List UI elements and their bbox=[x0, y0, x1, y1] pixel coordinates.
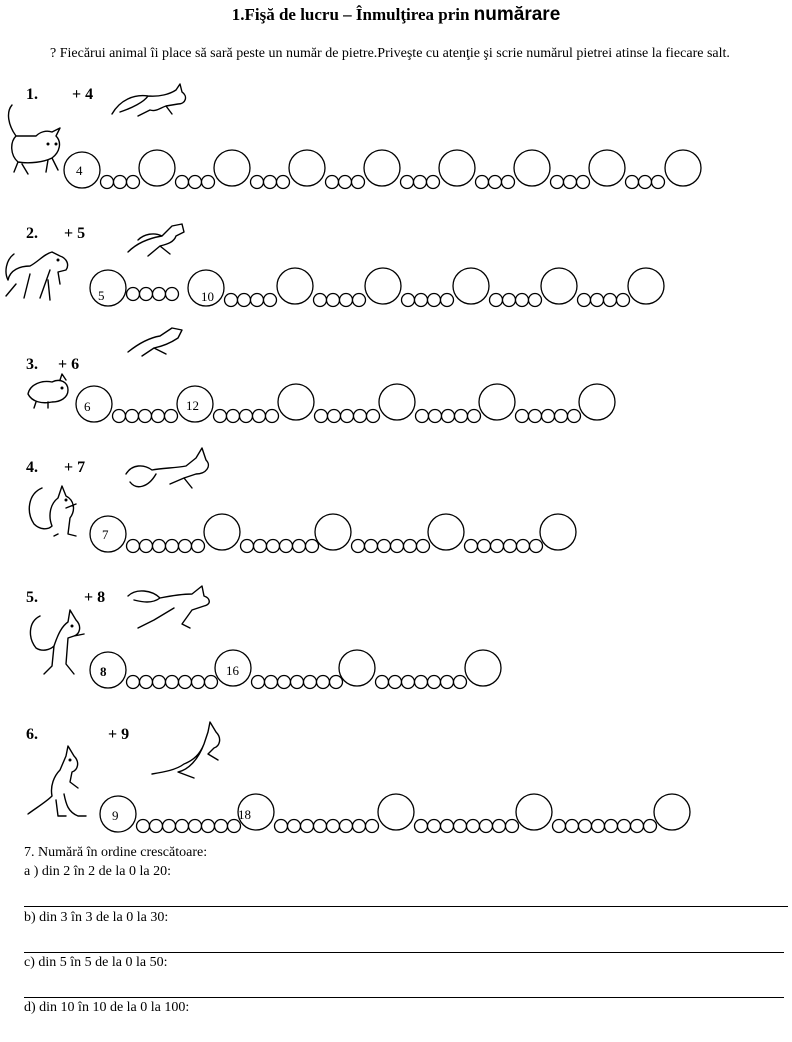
task-7-item-b: b) din 3 în 3 de la 0 la 30: bbox=[24, 910, 169, 925]
running-fox-icon bbox=[124, 584, 216, 636]
stone-number: 10 bbox=[201, 289, 214, 304]
big-stone[interactable] bbox=[277, 268, 313, 304]
big-stone[interactable] bbox=[315, 514, 351, 550]
exercise-3-number: 3. bbox=[26, 356, 38, 373]
jumping-cat-icon bbox=[108, 82, 190, 122]
big-stone[interactable] bbox=[378, 794, 414, 830]
big-stone[interactable] bbox=[516, 794, 552, 830]
exercise-6-step: + 9 bbox=[108, 726, 130, 743]
exercise-1-number: 1. bbox=[26, 86, 38, 103]
stone-number: 5 bbox=[98, 288, 105, 303]
task-7-heading: 7. Numără în ordine crescătoare: bbox=[24, 845, 208, 860]
stone-number: 9 bbox=[112, 808, 119, 823]
big-stone[interactable] bbox=[589, 150, 625, 186]
exercise-1-step: + 4 bbox=[72, 86, 94, 103]
stone-number: 6 bbox=[84, 399, 91, 414]
big-stone[interactable] bbox=[465, 650, 501, 686]
big-stone[interactable] bbox=[204, 514, 240, 550]
stones-row-2 bbox=[0, 266, 792, 310]
exercise-2-number: 2. bbox=[26, 225, 38, 242]
answer-line-a[interactable] bbox=[24, 906, 788, 907]
big-stone[interactable] bbox=[654, 794, 690, 830]
big-stone[interactable] bbox=[364, 150, 400, 186]
big-stone[interactable] bbox=[90, 652, 126, 688]
stones-row-4 bbox=[0, 512, 792, 556]
big-stone[interactable] bbox=[379, 384, 415, 420]
big-stone[interactable] bbox=[339, 650, 375, 686]
stones-row-6 bbox=[0, 792, 792, 836]
stones-row-1 bbox=[0, 148, 792, 192]
stones-row-3 bbox=[0, 382, 792, 426]
jumping-squirrel-icon bbox=[122, 444, 214, 496]
stone-number: 4 bbox=[76, 163, 83, 178]
exercise-4-number: 4. bbox=[26, 459, 38, 476]
big-stone[interactable] bbox=[541, 268, 577, 304]
exercise-2-step: + 5 bbox=[64, 225, 86, 242]
task-7-item-d: d) din 10 în 10 de la 0 la 100: bbox=[24, 1000, 190, 1015]
task-7-item-c: c) din 5 în 5 de la 0 la 50: bbox=[24, 955, 168, 970]
answer-line-b[interactable] bbox=[24, 952, 784, 953]
task-7-item-a: a ) din 2 în 2 de la 0 la 20: bbox=[24, 864, 171, 879]
exercise-5-step: + 8 bbox=[84, 589, 106, 606]
big-stone[interactable] bbox=[289, 150, 325, 186]
big-stone[interactable] bbox=[665, 150, 701, 186]
big-stone[interactable] bbox=[514, 150, 550, 186]
big-stone[interactable] bbox=[278, 384, 314, 420]
big-stone[interactable] bbox=[540, 514, 576, 550]
stone-number: 8 bbox=[100, 664, 107, 679]
jumping-hamster-icon bbox=[124, 320, 188, 360]
stone-number: 16 bbox=[226, 663, 239, 678]
exercise-6-number: 6. bbox=[26, 726, 38, 743]
stone-number: 7 bbox=[102, 527, 109, 542]
jumping-dog-icon bbox=[124, 218, 188, 260]
jumping-kangaroo-icon bbox=[148, 720, 230, 782]
exercise-4-step: + 7 bbox=[64, 459, 86, 476]
big-stone[interactable] bbox=[76, 386, 112, 422]
big-stone[interactable] bbox=[453, 268, 489, 304]
big-stone[interactable] bbox=[439, 150, 475, 186]
big-stone[interactable] bbox=[479, 384, 515, 420]
exercise-3-step: + 6 bbox=[58, 356, 80, 373]
stone-number: 12 bbox=[186, 398, 199, 413]
big-stone[interactable] bbox=[628, 268, 664, 304]
big-stone[interactable] bbox=[90, 270, 126, 306]
big-stone[interactable] bbox=[428, 514, 464, 550]
stones-row-5 bbox=[0, 648, 792, 692]
big-stone[interactable] bbox=[214, 150, 250, 186]
page-title: 1.Fişă de lucru – Înmulţirea prin numărare bbox=[231, 4, 561, 25]
stone-number: 18 bbox=[238, 807, 251, 822]
big-stone[interactable] bbox=[365, 268, 401, 304]
exercise-5-number: 5. bbox=[26, 589, 38, 606]
big-stone[interactable] bbox=[579, 384, 615, 420]
instruction-text: ? Fiecărui animal îi place să sară peste un număr de pietre.Priveşte cu atenţie şi scrie numărul pietrei atinse la fiecare salt. bbox=[50, 46, 730, 61]
answer-line-c[interactable] bbox=[24, 997, 784, 998]
big-stone[interactable] bbox=[139, 150, 175, 186]
